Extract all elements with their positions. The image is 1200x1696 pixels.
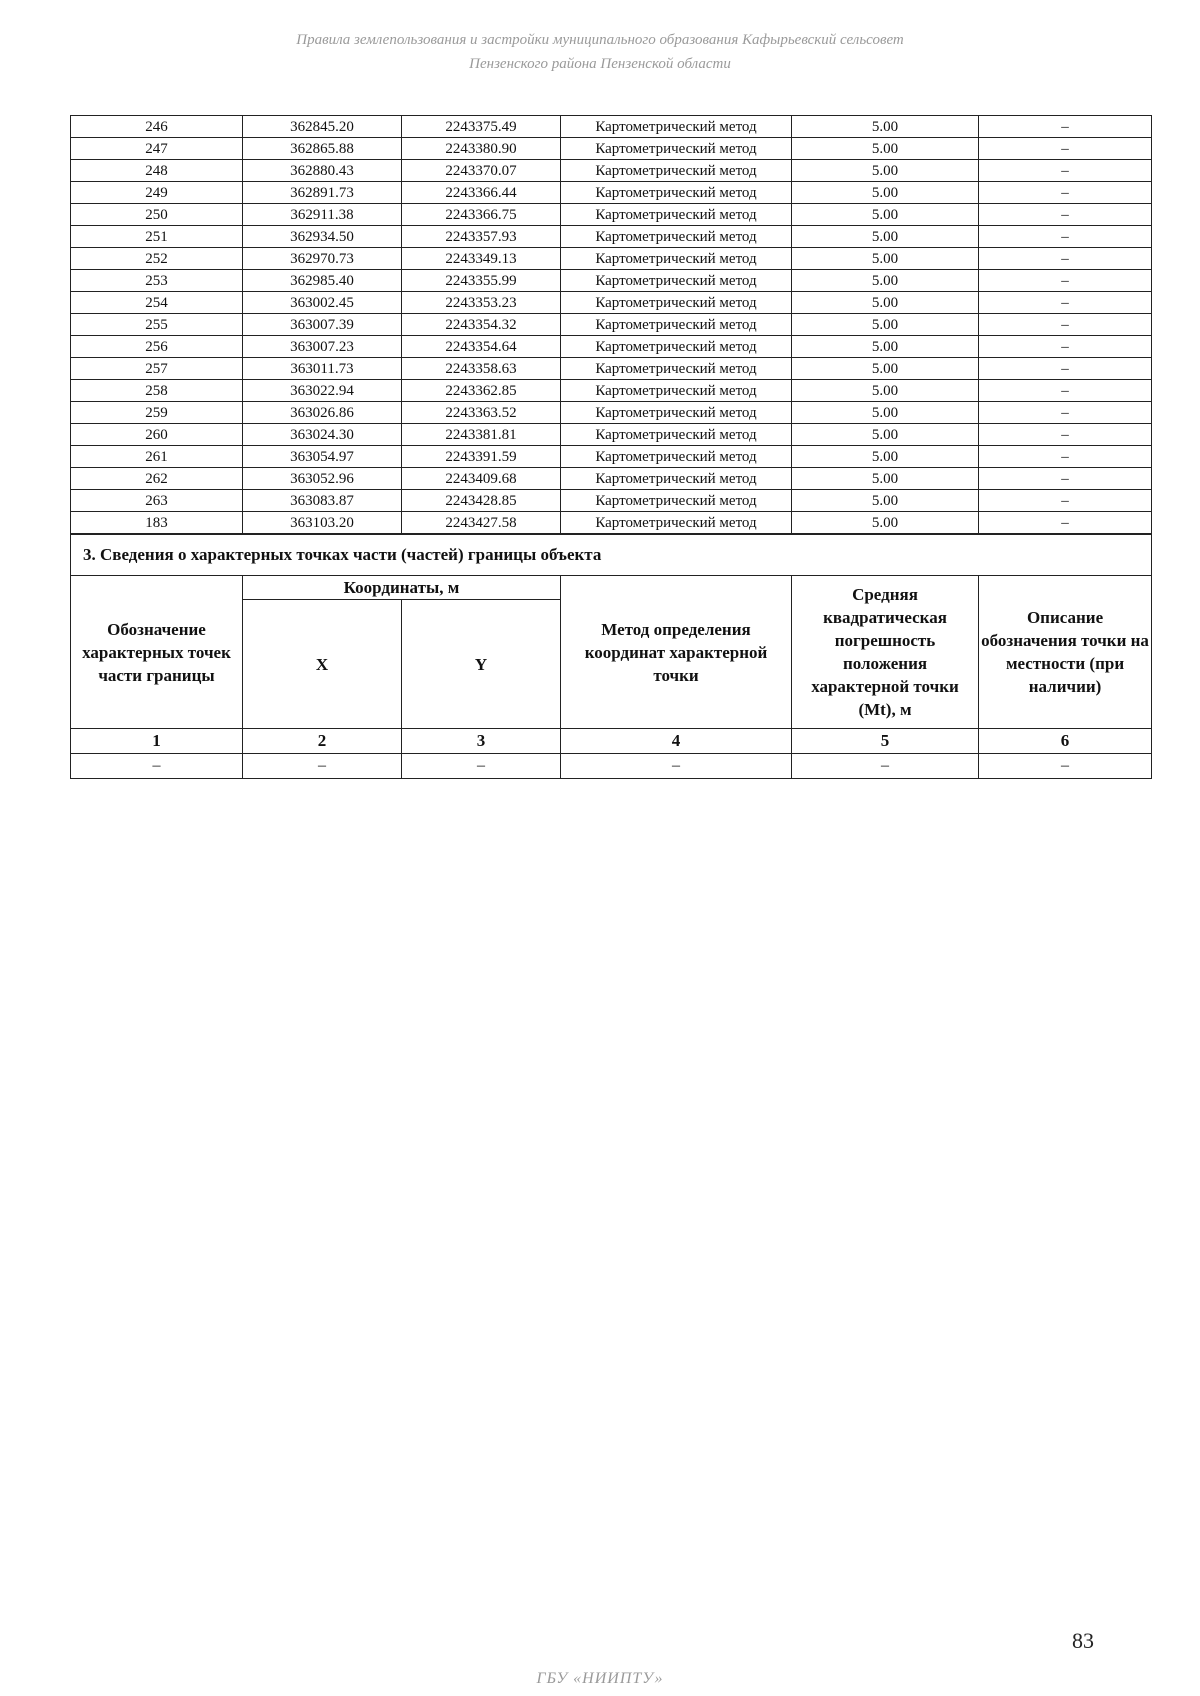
- y-coordinate-cell: 2243354.64: [402, 336, 561, 358]
- description-cell: –: [979, 468, 1152, 490]
- method-cell: Картометрический метод: [561, 314, 792, 336]
- point-number-cell: 257: [71, 358, 243, 380]
- y-coordinate-cell: 2243366.75: [402, 204, 561, 226]
- point-number-cell: 256: [71, 336, 243, 358]
- description-cell: –: [979, 138, 1152, 160]
- table-row: [71, 160, 1152, 182]
- description-cell: –: [979, 314, 1152, 336]
- table-row: [71, 468, 1152, 490]
- column-numbers-row: [71, 729, 1152, 754]
- x-coordinate-cell: 363007.23: [243, 336, 402, 358]
- section3-title: 3. Сведения о характерных точках части (частей) границы объекта: [71, 535, 1152, 576]
- col-designation-header: Обозначение характерных точек части границы: [71, 576, 243, 729]
- table-row: [71, 248, 1152, 270]
- error-cell: 5.00: [792, 424, 979, 446]
- method-cell: Картометрический метод: [561, 424, 792, 446]
- x-coordinate-cell: 362880.43: [243, 160, 402, 182]
- error-cell: 5.00: [792, 292, 979, 314]
- column-number: 5: [792, 729, 979, 754]
- y-coordinate-cell: 2243358.63: [402, 358, 561, 380]
- x-coordinate-cell: 363103.20: [243, 512, 402, 534]
- point-number-cell: 263: [71, 490, 243, 512]
- y-coordinate-cell: 2243375.49: [402, 116, 561, 138]
- y-coordinate-cell: 2243428.85: [402, 490, 561, 512]
- description-cell: –: [979, 116, 1152, 138]
- error-cell: 5.00: [792, 468, 979, 490]
- table-row: [71, 336, 1152, 358]
- table-row: [71, 182, 1152, 204]
- description-cell: –: [979, 182, 1152, 204]
- description-cell: –: [979, 380, 1152, 402]
- x-coordinate-cell: 362934.50: [243, 226, 402, 248]
- col-y-header: Y: [402, 600, 561, 729]
- y-coordinate-cell: 2243363.52: [402, 402, 561, 424]
- method-cell: Картометрический метод: [561, 512, 792, 534]
- method-cell: Картометрический метод: [561, 358, 792, 380]
- table-row: [71, 116, 1152, 138]
- description-cell: –: [979, 292, 1152, 314]
- method-cell: Картометрический метод: [561, 336, 792, 358]
- point-number-cell: 252: [71, 248, 243, 270]
- error-cell: 5.00: [792, 380, 979, 402]
- col-error-header: Средняя квадратическая погрешность положения характерной точки (Mt), м: [792, 576, 979, 729]
- point-number-cell: 254: [71, 292, 243, 314]
- empty-cell: –: [71, 754, 243, 779]
- table-row: [71, 358, 1152, 380]
- method-cell: Картометрический метод: [561, 116, 792, 138]
- method-cell: Картометрический метод: [561, 380, 792, 402]
- description-cell: –: [979, 204, 1152, 226]
- document-footer: ГБУ «НИИПТУ»: [536, 1670, 664, 1687]
- description-cell: –: [979, 424, 1152, 446]
- y-coordinate-cell: 2243362.85: [402, 380, 561, 402]
- description-cell: –: [979, 490, 1152, 512]
- point-number-cell: 260: [71, 424, 243, 446]
- y-coordinate-cell: 2243355.99: [402, 270, 561, 292]
- point-number-cell: 251: [71, 226, 243, 248]
- section3-table: [70, 534, 1152, 779]
- error-cell: 5.00: [792, 512, 979, 534]
- point-number-cell: 261: [71, 446, 243, 468]
- y-coordinate-cell: 2243409.68: [402, 468, 561, 490]
- x-coordinate-cell: 362865.88: [243, 138, 402, 160]
- method-cell: Картометрический метод: [561, 182, 792, 204]
- description-cell: –: [979, 336, 1152, 358]
- method-cell: Картометрический метод: [561, 160, 792, 182]
- x-coordinate-cell: 363002.45: [243, 292, 402, 314]
- description-cell: –: [979, 512, 1152, 534]
- y-coordinate-cell: 2243427.58: [402, 512, 561, 534]
- error-cell: 5.00: [792, 116, 979, 138]
- coordinates-table-body: [71, 116, 1152, 534]
- error-cell: 5.00: [792, 182, 979, 204]
- point-number-cell: 255: [71, 314, 243, 336]
- method-cell: Картометрический метод: [561, 270, 792, 292]
- error-cell: 5.00: [792, 204, 979, 226]
- point-number-cell: 248: [71, 160, 243, 182]
- error-cell: 5.00: [792, 336, 979, 358]
- empty-cell: –: [792, 754, 979, 779]
- table-row: [71, 292, 1152, 314]
- header-line-2: Пензенского района Пензенской области: [469, 56, 731, 72]
- column-number: 4: [561, 729, 792, 754]
- y-coordinate-cell: 2243380.90: [402, 138, 561, 160]
- table-row: [71, 424, 1152, 446]
- point-number-cell: 250: [71, 204, 243, 226]
- y-coordinate-cell: 2243349.13: [402, 248, 561, 270]
- error-cell: 5.00: [792, 490, 979, 512]
- description-cell: –: [979, 446, 1152, 468]
- x-coordinate-cell: 362911.38: [243, 204, 402, 226]
- description-cell: –: [979, 226, 1152, 248]
- method-cell: Картометрический метод: [561, 226, 792, 248]
- y-coordinate-cell: 2243357.93: [402, 226, 561, 248]
- x-coordinate-cell: 363007.39: [243, 314, 402, 336]
- y-coordinate-cell: 2243370.07: [402, 160, 561, 182]
- point-number-cell: 183: [71, 512, 243, 534]
- table-row: [71, 402, 1152, 424]
- point-number-cell: 258: [71, 380, 243, 402]
- x-coordinate-cell: 363011.73: [243, 358, 402, 380]
- method-cell: Картометрический метод: [561, 248, 792, 270]
- empty-cell: –: [561, 754, 792, 779]
- y-coordinate-cell: 2243381.81: [402, 424, 561, 446]
- description-cell: –: [979, 402, 1152, 424]
- column-number: 1: [71, 729, 243, 754]
- document-header: [0, 28, 1200, 76]
- method-cell: Картометрический метод: [561, 402, 792, 424]
- y-coordinate-cell: 2243353.23: [402, 292, 561, 314]
- description-cell: –: [979, 358, 1152, 380]
- x-coordinate-cell: 362970.73: [243, 248, 402, 270]
- column-number: 2: [243, 729, 402, 754]
- error-cell: 5.00: [792, 314, 979, 336]
- error-cell: 5.00: [792, 402, 979, 424]
- col-description-header: Описание обозначения точки на местности (при наличии): [979, 576, 1152, 729]
- error-cell: 5.00: [792, 358, 979, 380]
- empty-cell: –: [243, 754, 402, 779]
- col-coords-header: Координаты, м: [243, 576, 561, 600]
- x-coordinate-cell: 363026.86: [243, 402, 402, 424]
- x-coordinate-cell: 362985.40: [243, 270, 402, 292]
- method-cell: Картометрический метод: [561, 292, 792, 314]
- method-cell: Картометрический метод: [561, 446, 792, 468]
- column-number: 3: [402, 729, 561, 754]
- empty-cell: –: [402, 754, 561, 779]
- empty-data-row: [71, 754, 1152, 779]
- header-line-1: Правила землепользования и застройки муниципального образования Кафырьевский сельсовет: [296, 32, 904, 48]
- x-coordinate-cell: 363052.96: [243, 468, 402, 490]
- error-cell: 5.00: [792, 138, 979, 160]
- point-number-cell: 259: [71, 402, 243, 424]
- y-coordinate-cell: 2243354.32: [402, 314, 561, 336]
- x-coordinate-cell: 362891.73: [243, 182, 402, 204]
- description-cell: –: [979, 270, 1152, 292]
- x-coordinate-cell: 363022.94: [243, 380, 402, 402]
- method-cell: Картометрический метод: [561, 490, 792, 512]
- col-method-header: Метод определения координат характерной точки: [561, 576, 792, 729]
- description-cell: –: [979, 248, 1152, 270]
- x-coordinate-cell: 362845.20: [243, 116, 402, 138]
- method-cell: Картометрический метод: [561, 138, 792, 160]
- error-cell: 5.00: [792, 226, 979, 248]
- table-row: [71, 204, 1152, 226]
- table-row: [71, 226, 1152, 248]
- point-number-cell: 246: [71, 116, 243, 138]
- table-row: [71, 138, 1152, 160]
- col-x-header: X: [243, 600, 402, 729]
- x-coordinate-cell: 363054.97: [243, 446, 402, 468]
- table-row: [71, 512, 1152, 534]
- x-coordinate-cell: 363083.87: [243, 490, 402, 512]
- table-row: [71, 314, 1152, 336]
- table-row: [71, 446, 1152, 468]
- page-number: 83: [1072, 1628, 1094, 1653]
- method-cell: Картометрический метод: [561, 468, 792, 490]
- y-coordinate-cell: 2243366.44: [402, 182, 561, 204]
- error-cell: 5.00: [792, 270, 979, 292]
- table-row: [71, 270, 1152, 292]
- point-number-cell: 253: [71, 270, 243, 292]
- table-row: [71, 490, 1152, 512]
- error-cell: 5.00: [792, 160, 979, 182]
- error-cell: 5.00: [792, 446, 979, 468]
- y-coordinate-cell: 2243391.59: [402, 446, 561, 468]
- point-number-cell: 249: [71, 182, 243, 204]
- point-number-cell: 247: [71, 138, 243, 160]
- empty-cell: –: [979, 754, 1152, 779]
- table-row: [71, 380, 1152, 402]
- point-number-cell: 262: [71, 468, 243, 490]
- error-cell: 5.00: [792, 248, 979, 270]
- x-coordinate-cell: 363024.30: [243, 424, 402, 446]
- coordinates-table: [70, 115, 1152, 534]
- column-number: 6: [979, 729, 1152, 754]
- description-cell: –: [979, 160, 1152, 182]
- method-cell: Картометрический метод: [561, 204, 792, 226]
